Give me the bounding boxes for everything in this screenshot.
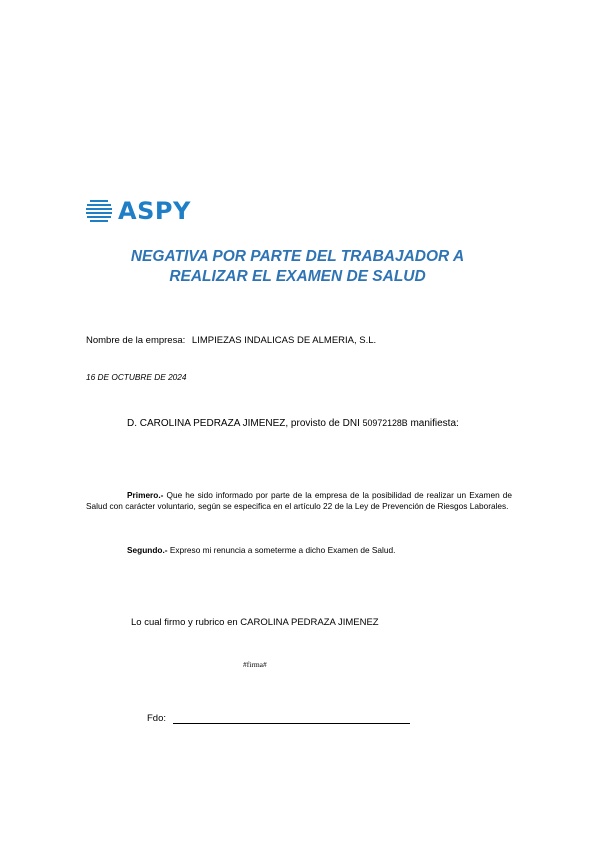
declarant-suffix: manifiesta: [410,418,459,429]
aspy-stripes-icon [86,200,112,222]
fdo-label: Fdo: [147,713,167,724]
clause-first [86,490,512,511]
clause-second [86,545,512,556]
clause-heading: Primero.- [127,490,164,500]
document-title [60,247,535,287]
declarant-name: D. CAROLINA PEDRAZA JIMENEZ [127,418,286,429]
logo-text: ASPY [118,197,191,225]
company-line [86,335,376,346]
clause-text: Expreso mi renuncia a someterme a dicho Examen de Salud. [169,545,396,555]
dni-value: 50972128B [362,418,408,428]
signature-line [147,713,410,724]
sign-statement: Lo cual firmo y rubrico en CAROLINA PEDRAZA JIMENEZ [131,617,379,628]
dni-prefix: , provisto de DNI [285,418,360,429]
company-label: Nombre de la empresa: [86,335,186,346]
clause-text: Que he sido informado por parte de la empresa de la posibilidad de realizar un Examen de Salud con carácter voluntario, según se especifica en el artículo 22 de la Ley de Prevención de Riesgos Laborales. [86,490,512,511]
title-line-1: NEGATIVA POR PARTE DEL TRABAJADOR A [130,248,465,265]
company-value: LIMPIEZAS INDALICAS DE ALMERIA, S.L. [191,335,377,346]
declarant-line [127,418,459,429]
signature-underline [173,713,410,724]
title-line-2: REALIZAR EL EXAMEN DE SALUD [169,268,426,285]
clause-heading: Segundo.- [127,545,168,555]
signature-placeholder: #firma# [243,660,267,669]
document-date: 16 DE OCTUBRE DE 2024 [86,372,187,382]
aspy-logo [86,198,191,224]
